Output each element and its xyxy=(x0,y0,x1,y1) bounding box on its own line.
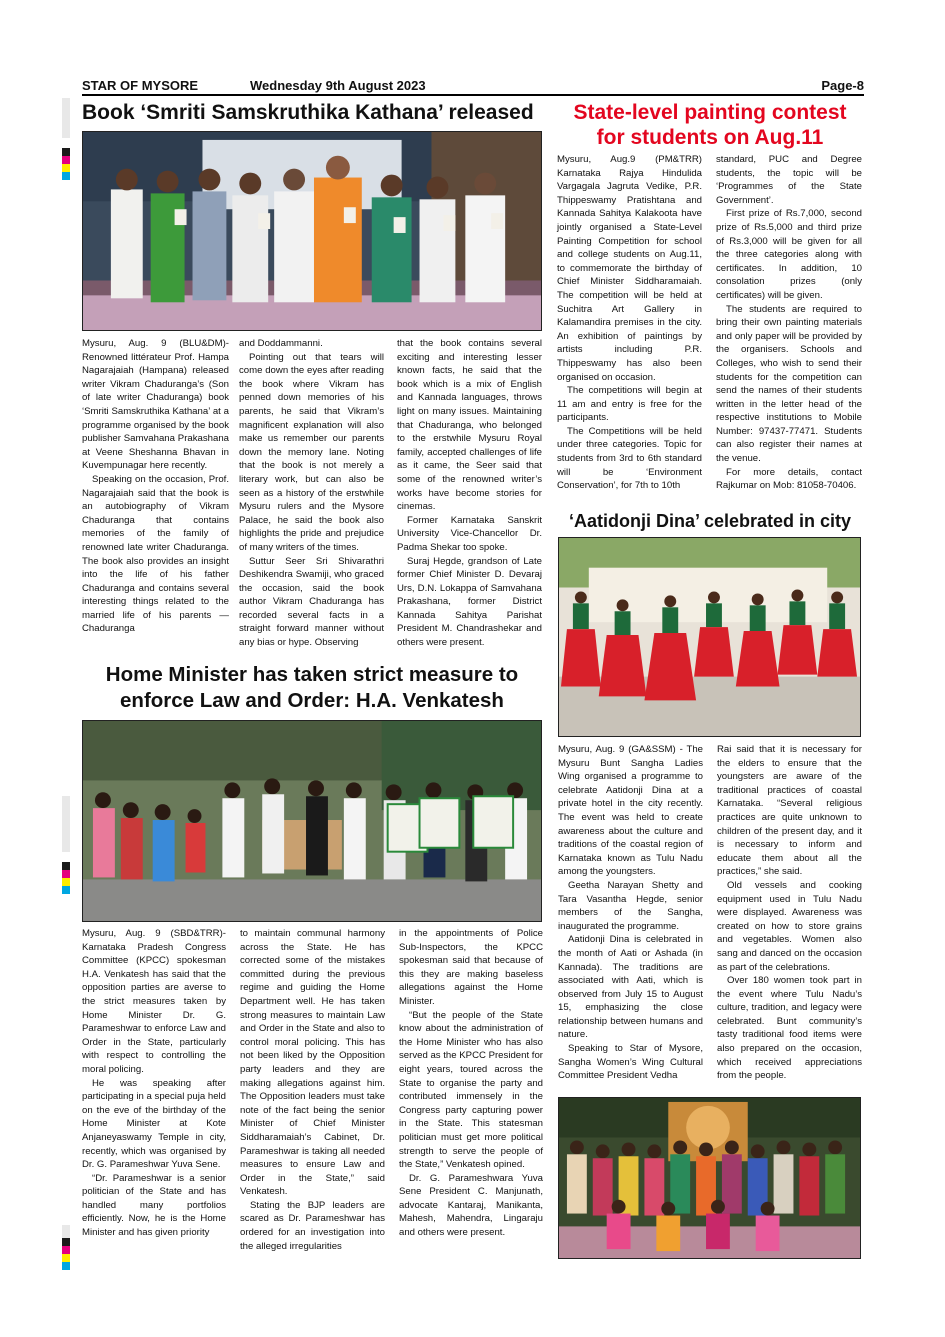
reg-yellow-3 xyxy=(62,1254,70,1262)
painting-col1-p1: Mysuru, Aug.9 (PM&TRR) Karnataka Rajya Hindulida Vargagala Jagruta Vedike, P.R. Thippeswamy Pratishtana and Kannada Sahitya Kalakoota have jointly organised a State-Level Painting Competition for school and college students on Aug.11, to commemorate the birthday of Chief Minister Siddharamaiah. The competition will be held at Suchitra Art Gallery in Kalamandira premises in the city. An exhibition of paintings by artists including P.R. Thippeswamy has also been organised on occasion. xyxy=(557,154,702,383)
painting-col2-p1: standard, PUC and Degree students, the topic will be ‘Programmes of the State Government’. xyxy=(716,154,862,206)
book-col2-p2: Pointing out that tears will come down the eyes after reading the book where Vikram has penned down memories of his parents, he said that Vikram’s magnificent explanation will also make us remember our parents down the memory lane. Noting that the book is not merely a literary work, but can also be seen as a history of the erstwhile Mysuru rulers and the Mysore Palace, he said the book also highlights the pride and prejudice of many writers of the times. xyxy=(239,351,384,553)
book-col-3 xyxy=(397,337,542,650)
reg-black xyxy=(62,148,70,156)
painting-col1-p3: The Competitions will be held under three categories. Topic for students from 3rd to 6th standard will be ‘Environment Conservation’, for 7th to 10th xyxy=(557,425,702,492)
home-minister-photo-graphic xyxy=(83,721,541,921)
masthead-paper: STAR OF MYSORE xyxy=(82,78,199,93)
aatidonji-col1-p1: Mysuru, Aug. 9 (GA&SSM) - The Mysuru Bunt Sangha Ladies Wing organised a programme to celebrate Aatidonji Dina at a private hotel in the city recently. The event was held to create awareness about the culture and traditions of the coastal region of Karnataka known as Tulu Nadu among the youngsters. xyxy=(558,744,703,878)
home-minister-photo xyxy=(82,720,542,922)
home-col2-p2: Stating the BJP leaders are scared as Dr. Parameshwar has ordered for an investigation into the alleged irregularities xyxy=(240,1199,385,1252)
masthead-rule xyxy=(82,94,864,96)
home-col1-p1: Mysuru, Aug. 9 (SBD&TRR)- Karnataka Pradesh Congress Committee (KPCC) spokesman H.A. Venkatesh has said that the opposition parties are averse to the strict measures taken by Home Minister Dr. G. Parameshwar to enforce Law and Order in the State, particularly with respect to controlling the moral policing. xyxy=(82,928,226,1075)
book-col3-p3: Suraj Hegde, grandson of Late former Chief Minister D. Devaraj Urs, D.N. Lokappa of Samvahana Prakashana, former District Kannada Sahitya Parishat President M. Chandrashekar and others were present. xyxy=(397,555,542,649)
reg-magenta-3 xyxy=(62,1246,70,1254)
aatidonji-col1-p3: Aatidonji Dina is celebrated in the month of Aati or Ashada (in Kannada). The traditions are associated with Aati, which is observed from July 15 to August 15, emphasizing the close relationship between humans and nature. xyxy=(558,934,703,1041)
home-col-2 xyxy=(240,927,385,1253)
painting-col-2 xyxy=(716,153,862,493)
reg-magenta-2 xyxy=(62,870,70,878)
reg-cyan-2 xyxy=(62,886,70,894)
aatidonji-col2-p3: Over 180 women took part in the event where Tulu Nadu’s culture, tradition, and legacy were celebrated. Bunt community’s tasty traditional food items were also prepared on the occasion, which received appreciations from the people. xyxy=(717,975,862,1082)
home-col1-p3: “Dr. Parameshwar is a senior politician of the State and has handled many portfolios efficiently. Now, he is the Home Minister and has given priority xyxy=(82,1172,226,1239)
painting-col2-p4: For more details, contact Rajkumar on Mob: 81058-70406. xyxy=(716,466,862,492)
home-col3-p1: in the appointments of Police Sub-Inspectors, the KPCC spokesman said that because of this they are making baseless allegations against the Home Minister. xyxy=(399,928,543,1007)
margin-rule-bottom xyxy=(62,796,70,852)
aatidonji-col1-p4: Speaking to Star of Mysore, Sangha Women’s Wing Cultural Committee President Vedha xyxy=(558,1043,703,1082)
painting-headline-line1: State-level painting contest xyxy=(573,101,847,124)
reg-magenta xyxy=(62,156,70,164)
book-col2-p3: Suttur Seer Sri Shivarathri Deshikendra Swamiji, who graced the occasion, said the book author Vikram Chaduranga has recorded several facts in a straight forward manner without any bias or hype. Observing xyxy=(239,555,384,649)
margin-rule-low xyxy=(62,1225,70,1239)
reg-black-3 xyxy=(62,1238,70,1246)
book-col1-p2: Speaking on the occasion, Prof. Nagarajaiah said that the book is an autobiography of Vikram Chaduranga that contains memories of the family of renowned late writer Chaduranga. The book also provides an insight into the life of his father Chaduranga and contains several interesting things related to the married life of his parents — Chaduranga xyxy=(82,473,229,635)
home-col3-p2: “But the people of the State know about the administration of the Home Minister who has also served as the KPCC President for eight years, toured across the State to organise the party and contributed immensely in the Congress party capturing power in the State. This statesman politician must get more political strength to serve the people of the State,” Venkatesh opined. xyxy=(399,1009,543,1171)
home-col1-p2: He was speaking after participating in a special puja held on the eve of the birthday of the Home Minister at Kote Anjaneyaswamy Temple in city, recently, which was organised by Dr. G. Parameshwar Yuva Sene. xyxy=(82,1077,226,1171)
aatidonji-col1-p2: Geetha Narayan Shetty and Tara Vasantha Hegde, senior members of the Sangha, inaugurated the programme. xyxy=(558,879,703,932)
book-headline: Book ‘Smriti Samskruthika Kathana’ released xyxy=(82,101,534,124)
aatidonji-group-photo xyxy=(558,1097,861,1259)
painting-col2-p2: First prize of Rs.7,000, second prize of Rs.5,000 and third prize of Rs.3,000 will be given for all the three categories along with certificates. In addition, 10 consolation prizes (only certificates) will be given. xyxy=(716,208,862,301)
aatidonji-col-2 xyxy=(717,743,862,1083)
margin-rule-top xyxy=(62,98,70,138)
home-col-3 xyxy=(399,927,543,1240)
reg-cyan xyxy=(62,172,70,180)
home-col3-p3: Dr. G. Parameshwara Yuva Sene President C. Manjunath, advocate Kantaraj, Manikanta, Mahesh, Mahendra, Lingaraju and others were present. xyxy=(399,1172,543,1239)
home-headline-line2: enforce Law and Order: H.A. Venkatesh xyxy=(120,689,504,712)
home-headline-line1: Home Minister has taken strict measure to xyxy=(105,663,519,686)
reg-yellow-2 xyxy=(62,878,70,886)
painting-col1-p2: The competitions will begin at 11 am and entry is free for the participants. xyxy=(557,385,702,424)
aatidonji-col-1 xyxy=(558,743,703,1083)
aatidonji-dance-photo xyxy=(558,537,861,737)
home-col2-p1: to maintain communal harmony across the State. He has corrected some of the mistakes committed during the previous regime and guiding the Home Department well. He has taken strong measures to maintain Law and Order in the State and also to control moral policing. This has not been liked by the Opposition party leaders and they are making allegations against him. The Opposition leaders must take note of the fact being the senior Minister of Chief Minister Siddharamaiah’s Cabinet, Dr. Parameshwar is taking all needed measures to ensure Law and Order in the State,” said Venkatesh. xyxy=(240,928,385,1198)
book-col-1 xyxy=(82,337,229,636)
aatidonji-dance-photo-graphic xyxy=(559,538,860,736)
reg-yellow xyxy=(62,164,70,172)
book-release-photo xyxy=(82,131,542,331)
painting-headline-line2: for students on Aug.11 xyxy=(596,126,824,149)
book-col-2 xyxy=(239,337,384,650)
reg-black-2 xyxy=(62,862,70,870)
home-col-1 xyxy=(82,927,226,1240)
painting-col2-p3: The students are required to bring their own painting materials and only paper will be provided by the organisers. Schools and Colleges, who wish to send their students for the competition can send the names of their students written in the letter head of the respective institutions to Mobile Number: 97437-77471. Students can also register their names at the venue. xyxy=(716,303,862,465)
book-col1-p1: Mysuru, Aug. 9 (BLU&DM)- Renowned littérateur Prof. Hampa Nagarajaiah (Hampana) released writer Vikram Chaduranga’s (Son of late writer Chaduranga) book ‘Smriti Samskruthika Kathana’ at a programme organised by the book publisher Samvahana Prakashana at Veene Sheshanna Bhavan in Kuvempunagar here recently. xyxy=(82,338,229,472)
aatidonji-col2-p2: Old vessels and cooking equipment used in Tulu Nadu were displayed. Awareness was created on how to store grains and vegetables. Women also sang and danced on the occasion as part of the celebrations. xyxy=(717,879,862,973)
aatidonji-group-photo-graphic xyxy=(559,1098,860,1258)
reg-cyan-3 xyxy=(62,1262,70,1270)
aatidonji-headline: ‘Aatidonji Dina’ celebrated in city xyxy=(568,511,852,531)
book-col3-p1: that the book contains several exciting and interesting lesser known facts, he said that the book which is a mix of English and Kannada languages, throws light on many issues. Maintaining that Chaduranga, who belonged to the erstwhile Mysuru Royal family, accepted challenges of life as it came, the Seer said that some of the renowned writer’s works have become stories for cinemas. xyxy=(397,338,542,513)
masthead-page: Page-8 xyxy=(821,78,864,93)
painting-col-1 xyxy=(557,153,702,493)
book-col3-p2: Former Karnataka Sanskrit University Vice-Chancellor Dr. Padma Shekar too spoke. xyxy=(397,514,542,553)
masthead-date: Wednesday 9th August 2023 xyxy=(250,78,426,93)
book-col2-p1: and Doddammanni. xyxy=(239,338,323,349)
book-release-photo-graphic xyxy=(83,132,541,330)
aatidonji-col2-p1: Rai said that it is necessary for the elders to ensure that the youngsters are aware of the traditional practices of coastal Karnataka. “Several religious practices are quite unknown to children of the present day, and it is necessary to inform and educate them about all the practices,” she said. xyxy=(717,744,862,878)
